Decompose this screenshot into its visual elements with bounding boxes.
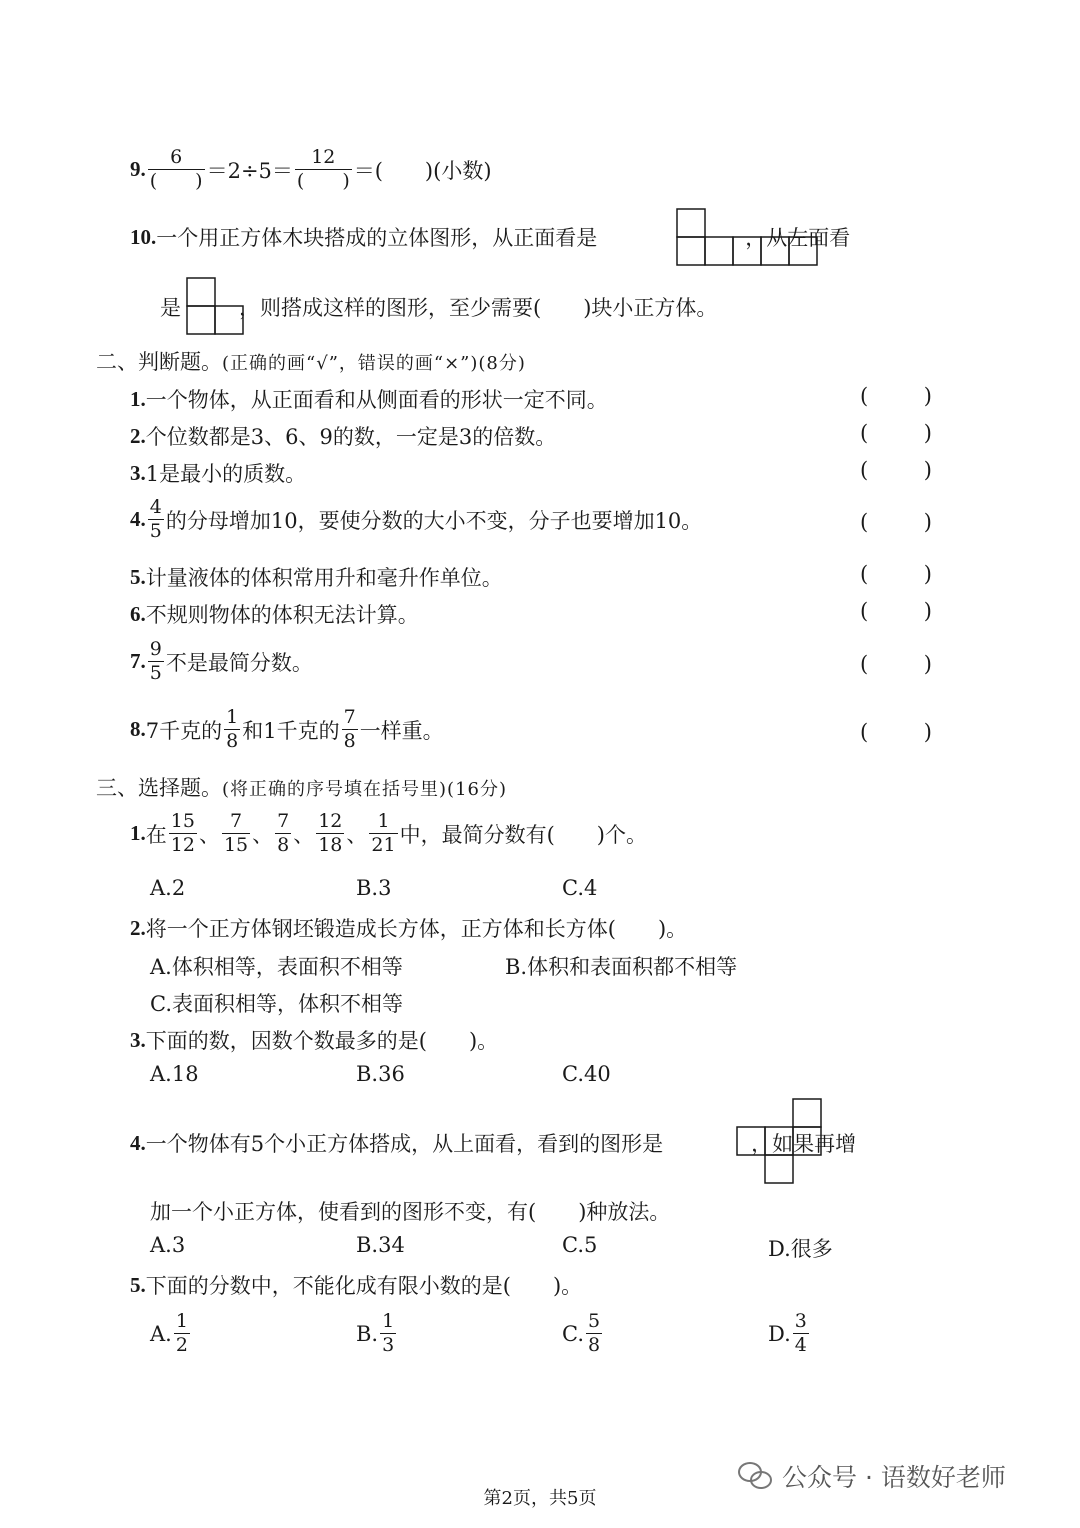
fraction: $\frac{6}{( )}$ (149, 146, 203, 192)
option-a[interactable]: A. $\frac{1}{2}$ (150, 1310, 188, 1356)
section-3-heading (96, 772, 507, 802)
answer-blank[interactable]: ( ) (860, 652, 932, 676)
option-c[interactable]: C. $\frac{5}{8}$ (562, 1310, 601, 1356)
judge-item-6: 6. 不规则物体的体积无法计算。 (130, 601, 419, 627)
fraction: $\frac{7}{15}$ (223, 810, 249, 856)
option-a[interactable]: A.3 (150, 1233, 186, 1257)
section-2-heading (96, 346, 526, 376)
top-view-figure (736, 1098, 826, 1188)
question-text: 是 (160, 296, 181, 320)
judge-item-3: 3. 1是最小的质数。 (130, 460, 307, 486)
fraction: $\frac{12}{18}$ (318, 810, 343, 856)
question-text: ，则搭成这样的图形，至少需要( )块小正方体。 (239, 296, 718, 320)
section-title: 二、判断题。 (96, 350, 222, 374)
judge-item-1: 1. 一个物体，从正面看和从侧面看的形状一定不同。 (130, 386, 608, 412)
option-b[interactable]: B.36 (356, 1062, 405, 1086)
option-b[interactable]: B.34 (356, 1233, 405, 1257)
question-text: ，从左面看 (745, 226, 851, 250)
fraction: $\frac{12}{( )}$ (296, 146, 350, 192)
fraction: $\frac{1}{2}$ (175, 1310, 188, 1356)
option-b[interactable]: B. $\frac{1}{3}$ (356, 1310, 395, 1356)
option-c[interactable]: C.表面积相等，体积不相等 (150, 992, 403, 1016)
section-title: 三、选择题。 (96, 776, 222, 800)
answer-blank[interactable]: ( ) (860, 599, 932, 623)
fraction: $\frac{1}{8}$ (226, 706, 239, 752)
choice-question-4-line2: 加一个小正方体，使看到的图形不变，有( )种放法。 (150, 1200, 671, 1224)
option-a[interactable]: A.2 (150, 876, 186, 900)
page-footer: 第2页，共5页 (483, 1488, 597, 1509)
answer-blank[interactable]: ( ) (860, 421, 932, 445)
question-number: 10. (130, 224, 157, 249)
watermark-text: 公众号 · 语数好老师 (782, 1463, 1006, 1492)
front-view-figure (676, 208, 822, 268)
choice-question-1: 1. 在 $\frac{15}{12}$ 、 $\frac{7}{15}$ 、 $\frac{7}{8}$ 、 $\frac{12}{18}$ 、 $\frac{1}{21}$ 中，最简分数有( )个。 (130, 810, 647, 856)
fraction: $\frac{9}{5}$ (149, 638, 162, 684)
fraction: $\frac{15}{12}$ (170, 810, 195, 856)
fraction: $\frac{5}{8}$ (588, 1310, 601, 1356)
question-number: 9. (130, 157, 146, 181)
option-c[interactable]: C.5 (562, 1233, 598, 1257)
fraction: $\frac{7}{8}$ (277, 810, 290, 856)
fraction: $\frac{1}{3}$ (382, 1310, 395, 1356)
judge-item-5: 5. 计量液体的体积常用升和毫升作单位。 (130, 564, 503, 590)
choice-question-5: 5. 下面的分数中，不能化成有限小数的是( )。 (130, 1272, 583, 1298)
answer-blank[interactable]: ( ) (860, 458, 932, 482)
judge-item-4: 4. $\frac{4}{5}$ 的分母增加10，要使分数的大小不变，分子也要增加10。 (130, 496, 703, 542)
option-c[interactable]: C.40 (562, 1062, 611, 1086)
question-text: ＝2÷5＝ (206, 158, 293, 183)
answer-blank[interactable]: ( ) (860, 720, 932, 744)
choice-question-2: 2. 将一个正方体钢坯锻造成长方体，正方体和长方体( )。 (130, 915, 688, 941)
option-a[interactable]: A.18 (150, 1062, 199, 1086)
fraction: $\frac{7}{8}$ (343, 706, 356, 752)
question-text: ＝( )(小数) (353, 158, 492, 183)
left-view-figure (186, 277, 246, 335)
judge-item-7: 7. $\frac{9}{5}$ 不是最简分数。 (130, 638, 313, 684)
option-d[interactable]: D.很多 (768, 1237, 833, 1261)
choice-question-4: 4. 一个物体有5个小正方体搭成，从上面看，看到的图形是 ，如果再增 (130, 1130, 857, 1156)
judge-item-8: 8. 7千克的 $\frac{1}{8}$ 和1千克的 $\frac{7}{8}$ 一样重。 (130, 706, 444, 752)
answer-blank[interactable]: ( ) (860, 384, 932, 408)
option-b[interactable]: B.3 (356, 876, 392, 900)
section-hint: (将正确的序号填在括号里)(16分) (222, 779, 507, 800)
option-a[interactable]: A.体积相等，表面积不相等 (150, 955, 403, 979)
option-c[interactable]: C.4 (562, 876, 598, 900)
fraction: $\frac{3}{4}$ (794, 1310, 807, 1356)
answer-blank[interactable]: ( ) (860, 510, 932, 534)
judge-item-2: 2. 个位数都是3、6、9的数，一定是3的倍数。 (130, 423, 557, 449)
fraction: $\frac{4}{5}$ (149, 496, 162, 542)
option-d[interactable]: D. $\frac{3}{4}$ (768, 1310, 807, 1356)
section-hint: (正确的画“√”，错误的画“×”)(8分) (222, 353, 526, 374)
fraction: $\frac{1}{21}$ (371, 810, 396, 856)
question-9 (130, 148, 492, 191)
choice-question-3: 3. 下面的数，因数个数最多的是( )。 (130, 1027, 499, 1053)
question-text: 一个用正方体木块搭成的立体图形，从正面看是 (156, 226, 598, 250)
answer-blank[interactable]: ( ) (860, 562, 932, 586)
option-b[interactable]: B.体积和表面积都不相等 (505, 955, 738, 979)
